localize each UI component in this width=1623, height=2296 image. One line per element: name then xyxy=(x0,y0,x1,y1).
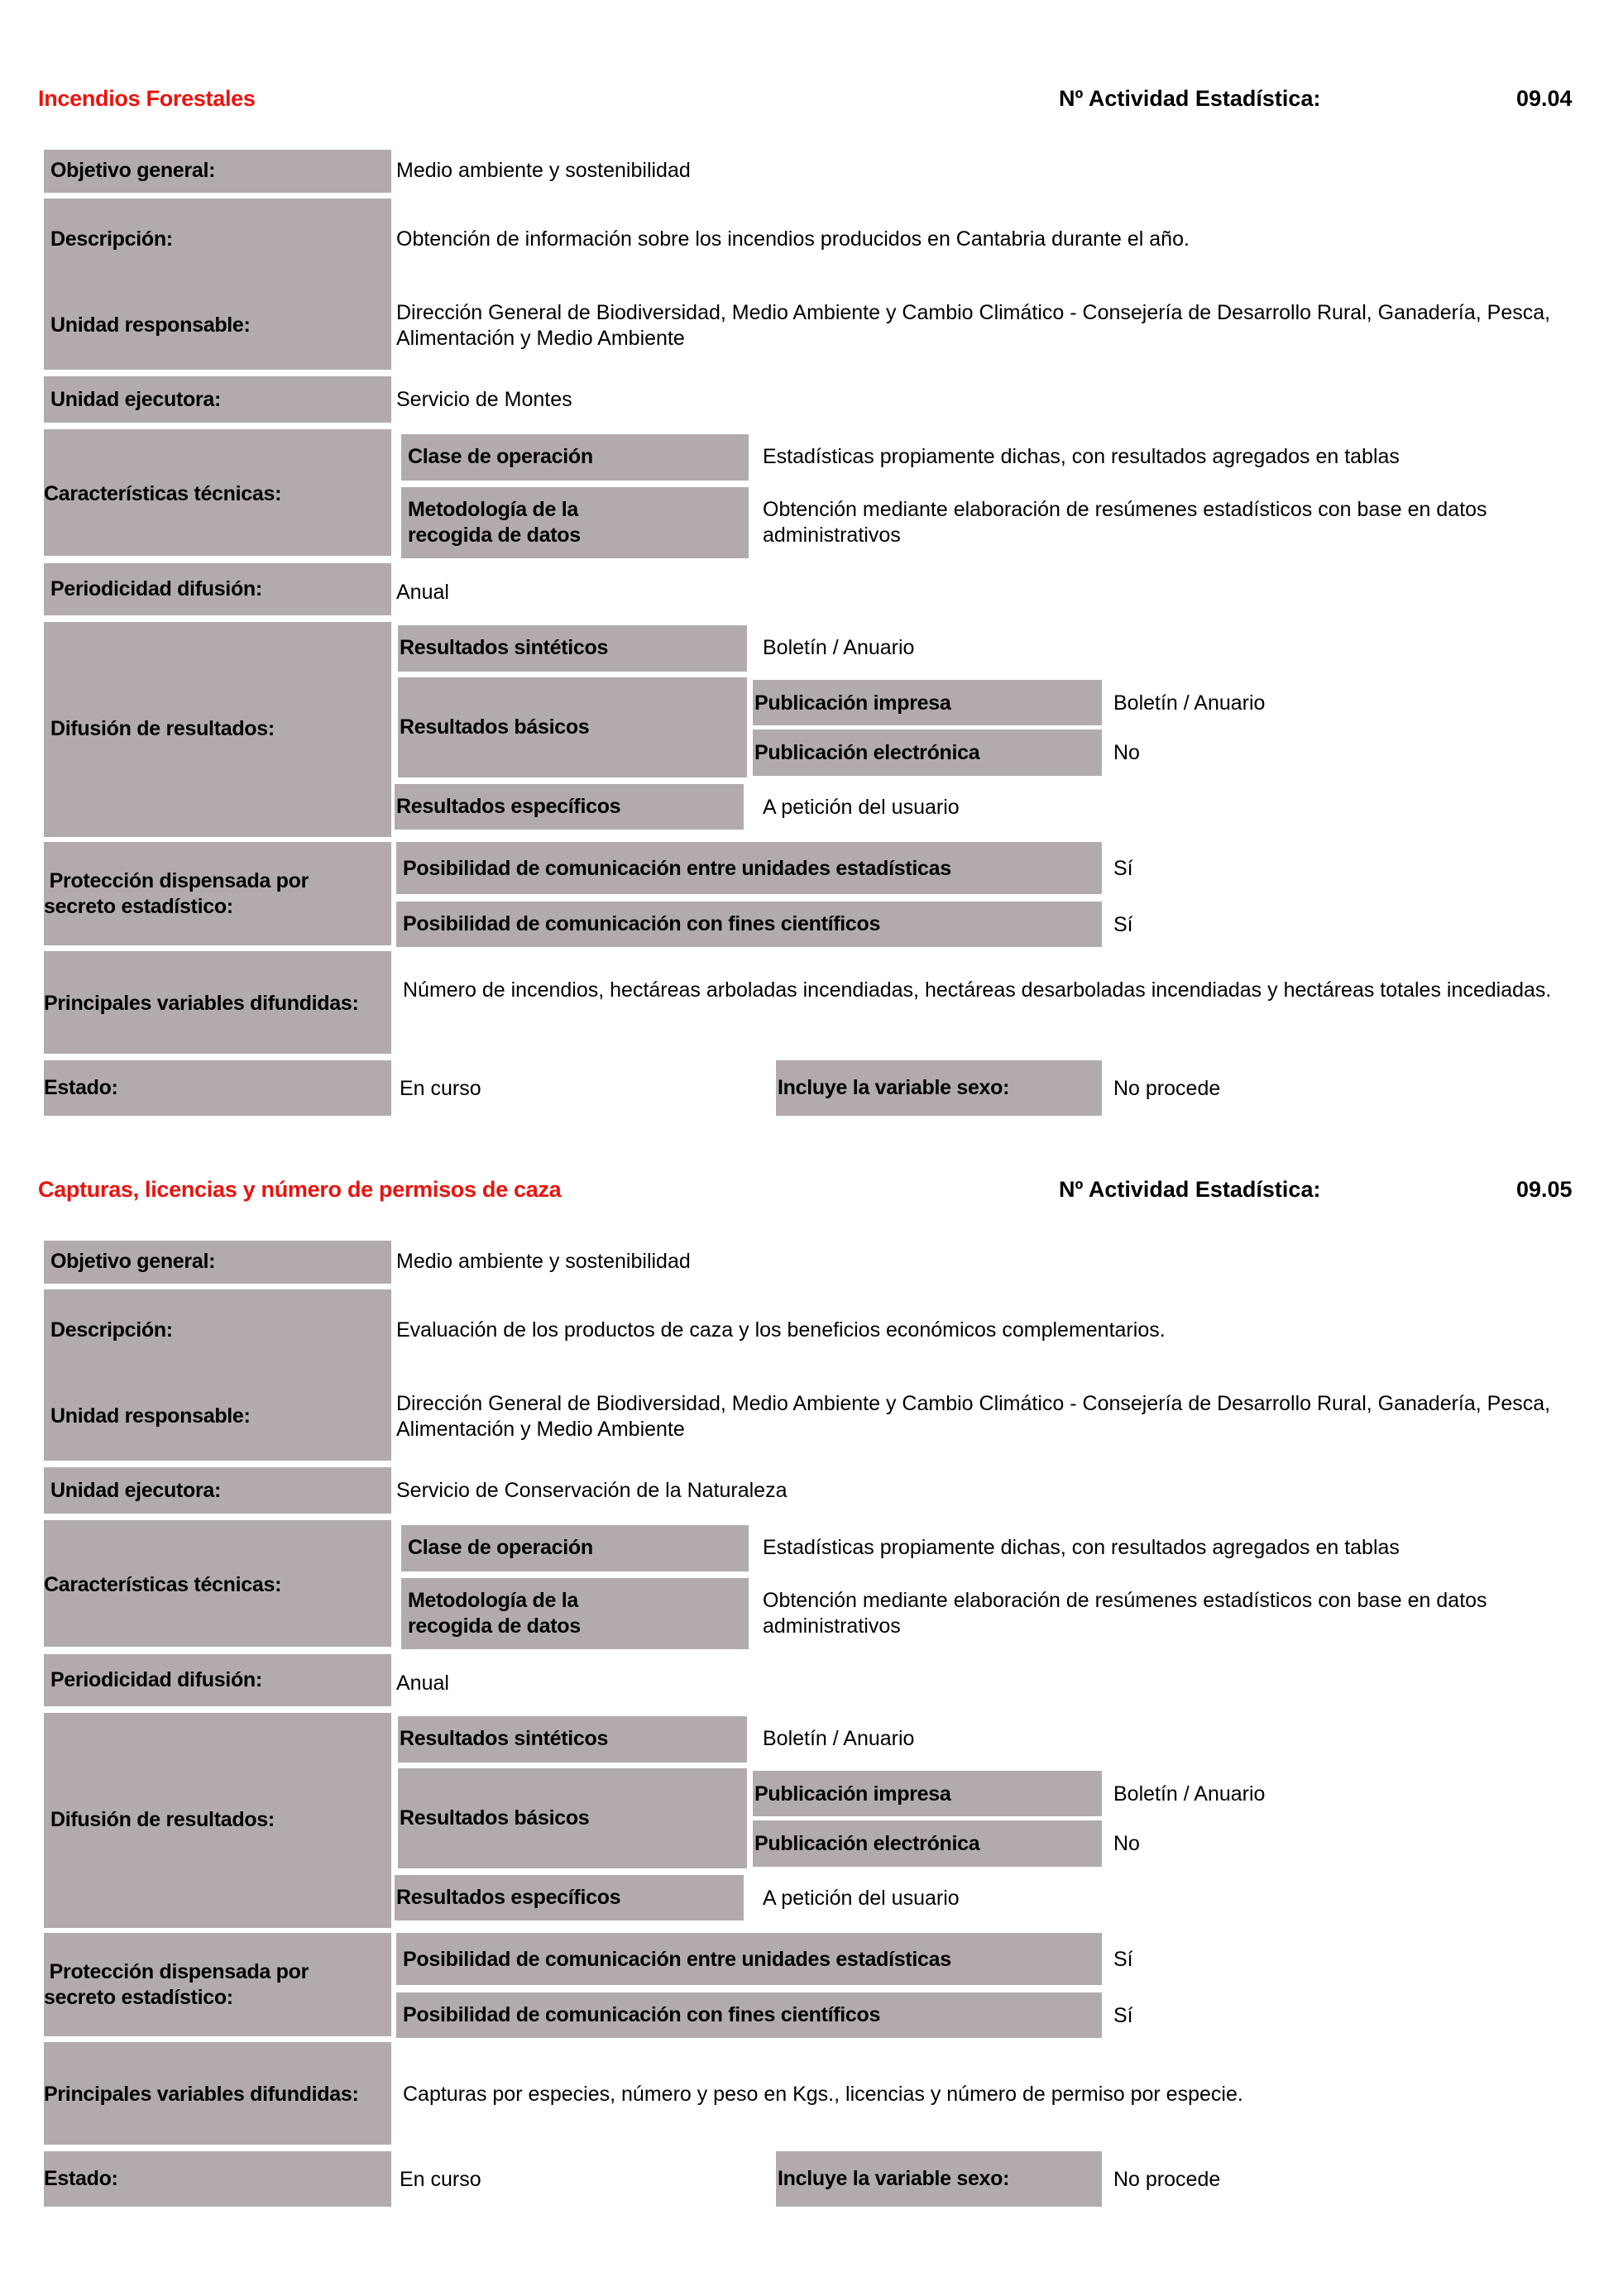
pub-impresa-value: Boletín / Anuario xyxy=(1113,1782,1266,1806)
com-unidades-value: Sí xyxy=(1113,857,1133,880)
res-sinteticos-label: Resultados sintéticos xyxy=(400,1727,609,1750)
estado-label: Estado: xyxy=(44,1076,118,1099)
difusion-label: Difusión de resultados: xyxy=(50,717,275,740)
descripcion-value: Evaluación de los productos de caza y los beneficios económicos complementarios. xyxy=(396,1318,1166,1342)
difusion-label: Difusión de resultados: xyxy=(50,1808,275,1831)
res-sinteticos-value: Boletín / Anuario xyxy=(763,1727,915,1750)
sexo-value: No procede xyxy=(1113,2168,1221,2191)
unidad-ejecutora-value: Servicio de Montes xyxy=(396,388,572,411)
periodicidad-value: Anual xyxy=(396,581,449,604)
unidad-ejecutora-label: Unidad ejecutora: xyxy=(50,1479,222,1502)
estado-label: Estado: xyxy=(44,2167,118,2190)
descripcion-label: Descripción: xyxy=(50,227,173,251)
principales-label: Principales variables difundidas: xyxy=(44,992,359,1015)
unidad-responsable-value: Dirección General de Biodiversidad, Medio Ambiente y Cambio Climático - Consejería de Desarrollo Rural, Ganadería, Pesca, Alimentación y Medio Ambiente xyxy=(396,301,1551,350)
caracteristicas-label: Características técnicas: xyxy=(44,482,282,505)
com-cientificos-value: Sí xyxy=(1113,913,1133,936)
activity-number-label: Nº Actividad Estadística: xyxy=(1059,1177,1321,1202)
unidad-ejecutora-value: Servicio de Conservación de la Naturaleza xyxy=(396,1479,788,1502)
periodicidad-value: Anual xyxy=(396,1672,449,1695)
pub-electronica-label: Publicación electrónica xyxy=(754,1832,980,1855)
unidad-responsable-label: Unidad responsable: xyxy=(50,1404,251,1428)
descripcion-cell xyxy=(44,1289,391,1461)
activity-section xyxy=(0,1091,1623,2191)
objetivo-value: Medio ambiente y sostenibilidad xyxy=(396,159,691,182)
metodologia-label: Metodología de la recogida de datos xyxy=(408,498,581,547)
metodologia-value: Obtención mediante elaboración de resúmenes estadísticos con base en datos administrativos xyxy=(763,498,1487,547)
com-unidades-value: Sí xyxy=(1113,1948,1133,1971)
activity-number: 09.04 xyxy=(1516,86,1573,111)
activity-number-label: Nº Actividad Estadística: xyxy=(1059,86,1321,111)
unidad-ejecutora-label: Unidad ejecutora: xyxy=(50,388,222,411)
estado-value: En curso xyxy=(400,1077,481,1100)
activity-number: 09.05 xyxy=(1516,1177,1573,1202)
proteccion-label: Protección dispensada por secreto estadístico: xyxy=(44,869,309,918)
pub-impresa-value: Boletín / Anuario xyxy=(1113,691,1266,715)
unidad-responsable-value: Dirección General de Biodiversidad, Medio Ambiente y Cambio Climático - Consejería de Desarrollo Rural, Ganadería, Pesca, Alimentación y Medio Ambiente xyxy=(396,1392,1551,1441)
principales-value: Capturas por especies, número y peso en Kgs., licencias y número de permiso por especie. xyxy=(403,2083,1243,2106)
periodicidad-label: Periodicidad difusión: xyxy=(50,1668,262,1691)
proteccion-label: Protección dispensada por secreto estadístico: xyxy=(44,1960,309,2009)
com-unidades-label: Posibilidad de comunicación entre unidades estadísticas xyxy=(403,1948,951,1971)
descripcion-value: Obtención de información sobre los incendios producidos en Cantabria durante el año. xyxy=(396,227,1190,251)
clase-operacion-value: Estadísticas propiamente dichas, con resultados agregados en tablas xyxy=(763,1536,1400,1559)
res-especificos-value: A petición del usuario xyxy=(763,796,960,819)
objetivo-value: Medio ambiente y sostenibilidad xyxy=(396,1250,691,1273)
clase-operacion-label: Clase de operación xyxy=(408,445,593,468)
descripcion-label: Descripción: xyxy=(50,1318,173,1342)
activity-section xyxy=(0,0,1623,1100)
sexo-label: Incluye la variable sexo: xyxy=(778,2167,1010,2190)
pub-electronica-value: No xyxy=(1113,1832,1140,1855)
com-cientificos-label: Posibilidad de comunicación con fines científicos xyxy=(403,912,881,935)
unidad-responsable-label: Unidad responsable: xyxy=(50,313,251,337)
periodicidad-label: Periodicidad difusión: xyxy=(50,577,262,600)
pub-impresa-label: Publicación impresa xyxy=(754,691,951,715)
pub-impresa-label: Publicación impresa xyxy=(754,1782,951,1806)
res-sinteticos-value: Boletín / Anuario xyxy=(763,636,915,659)
activity-title: Capturas, licencias y número de permisos de caza xyxy=(38,1177,562,1202)
estado-value: En curso xyxy=(400,2168,481,2191)
res-especificos-value: A petición del usuario xyxy=(763,1887,960,1910)
com-cientificos-value: Sí xyxy=(1113,2004,1133,2027)
res-especificos-label: Resultados específicos xyxy=(396,1886,621,1909)
activity-title: Incendios Forestales xyxy=(38,86,256,111)
pub-electronica-value: No xyxy=(1113,741,1140,764)
metodologia-label: Metodología de la recogida de datos xyxy=(408,1589,581,1638)
sexo-label: Incluye la variable sexo: xyxy=(778,1076,1010,1099)
objetivo-label: Objetivo general: xyxy=(50,159,216,182)
res-basicos-label: Resultados básicos xyxy=(400,1806,590,1830)
res-sinteticos-label: Resultados sintéticos xyxy=(400,636,609,659)
principales-value: Número de incendios, hectáreas arboladas incendiadas, hectáreas desarboladas incendiadas y hectáreas totales incediadas. xyxy=(403,978,1552,1002)
com-cientificos-label: Posibilidad de comunicación con fines científicos xyxy=(403,2003,881,2026)
descripcion-cell xyxy=(44,199,391,370)
clase-operacion-label: Clase de operación xyxy=(408,1536,593,1559)
com-unidades-label: Posibilidad de comunicación entre unidades estadísticas xyxy=(403,857,951,880)
res-basicos-label: Resultados básicos xyxy=(400,715,590,739)
caracteristicas-label: Características técnicas: xyxy=(44,1573,282,1596)
metodologia-value: Obtención mediante elaboración de resúmenes estadísticos con base en datos administrativos xyxy=(763,1589,1487,1638)
sexo-value: No procede xyxy=(1113,1077,1221,1100)
objetivo-label: Objetivo general: xyxy=(50,1250,216,1273)
clase-operacion-value: Estadísticas propiamente dichas, con resultados agregados en tablas xyxy=(763,445,1400,468)
pub-electronica-label: Publicación electrónica xyxy=(754,741,980,764)
res-especificos-label: Resultados específicos xyxy=(396,795,621,818)
principales-label: Principales variables difundidas: xyxy=(44,2083,359,2106)
